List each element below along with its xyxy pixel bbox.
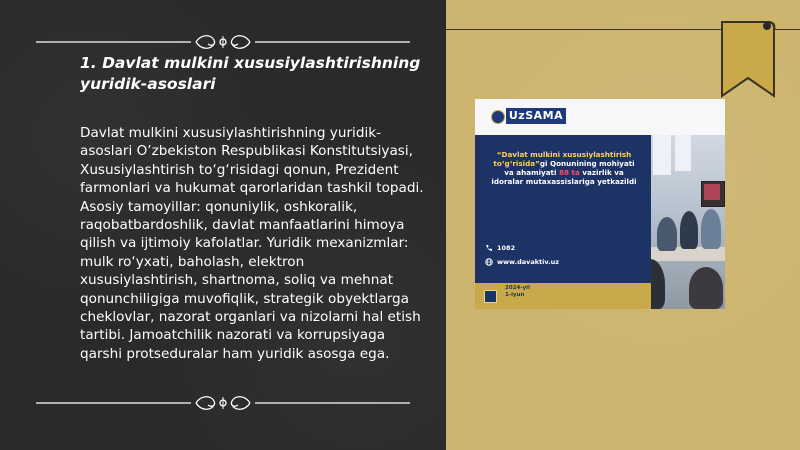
uzsama-logo-text: UzSAMA xyxy=(506,108,566,124)
calendar-icon xyxy=(484,290,497,303)
phone-icon xyxy=(485,244,493,252)
meeting-table xyxy=(643,247,725,261)
bookmark-ribbon-icon xyxy=(718,18,776,100)
ornament-divider-top xyxy=(36,32,410,52)
poster-title: “Davlat mulkini xususiylashtirish to‘g‘risida”gi Qonunining mohiyati va ahamiyati 88 ta vazirlik va idoralar mutaxassislariga yetkazildi xyxy=(491,150,637,186)
tv-screen xyxy=(704,184,720,200)
poster-website: www.davaktiv.uz xyxy=(497,258,559,266)
ornament-divider-bottom xyxy=(36,393,410,413)
poster-phone-number: 1082 xyxy=(497,244,516,252)
poster-date: 2024-yil 1-iyun xyxy=(505,285,530,298)
poster-image xyxy=(475,99,725,309)
slide-body-text: Davlat mulkini xususiylashtirishning yuridik-asoslari O’zbekiston Respublikasi Konstitutsiyasi, Xususiylashtirish to‘g‘risidagi qonun, Prezident farmonlari va hukumat qarorlaridan tashkil topadi. Asosiy tamoyillar: qonuniylik, oshkoralik, raqobatbardoshlik, davlat manfaatlarini himoya qilish va ijtimoiy kafolatlar. Yuridik mexanizmlar: mulk ro‘yxati, baholash, elektron xususiylashtirish, shartnoma, soliq va mehnat qonunchiligiga muvofiqlik, strategik obyektlarga cheklovlar, nazorat organlari va nizolarni hal etish tartibi. Jamoatchilik nazorati va korrupsiyaga qarshi protseduralar ham yuridik asosga ega. xyxy=(80,125,424,362)
web-icon xyxy=(485,258,493,266)
poster-footer-band xyxy=(475,283,651,309)
uzsama-logo-icon xyxy=(491,110,505,124)
slide-heading: 1. Davlat mulkini xususiylashtirishning yuridik-asoslari xyxy=(80,54,421,93)
